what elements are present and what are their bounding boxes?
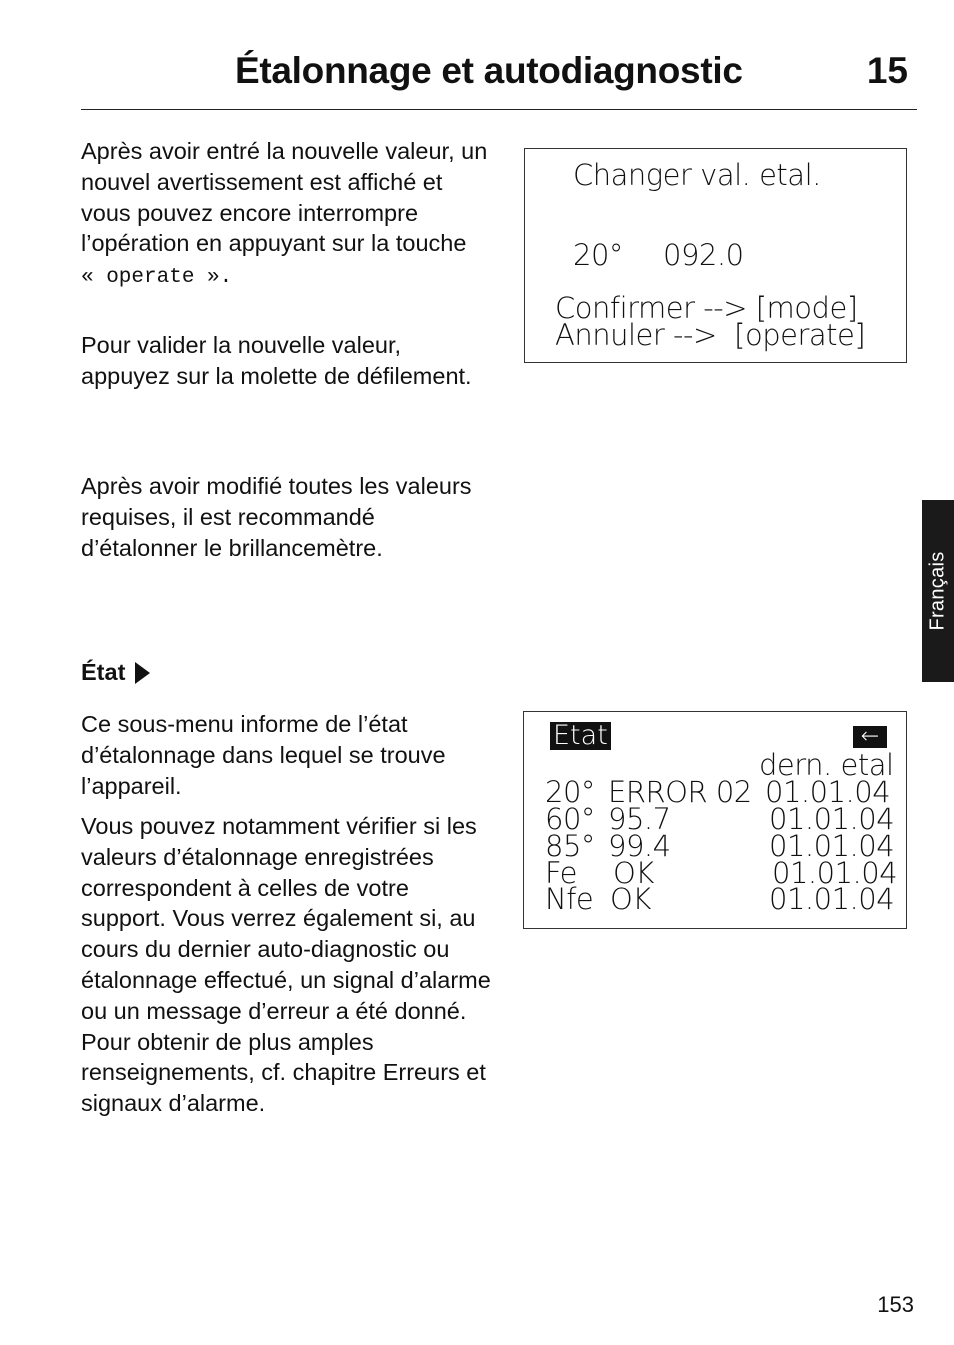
- paragraph-text: Après avoir entré la nouvelle valeur, un nouvel avertissement est affiché et vous pouvez encore interrompre l’opération en appuyant sur la touche: [81, 138, 488, 257]
- operate-key-label: « operate ».: [81, 266, 233, 290]
- language-tab: [922, 500, 954, 682]
- paragraph-new-value-warning: [81, 136, 491, 294]
- back-arrow-icon: ←: [853, 726, 887, 748]
- lcd-row-date: 01.01.04: [772, 856, 898, 890]
- lcd-display-change-value: [524, 148, 907, 363]
- lcd-row-label: 60°: [545, 802, 595, 836]
- lcd-display-status: [523, 711, 907, 929]
- lcd-row-label: Nfe: [545, 882, 594, 916]
- chapter-number: 15: [866, 50, 908, 91]
- title-divider: [81, 109, 917, 110]
- lcd-angle: 20°: [573, 238, 623, 272]
- lcd-title: Changer val. etal.: [573, 158, 821, 192]
- section-heading-etat: [81, 659, 150, 686]
- lcd-row-label: 85°: [545, 829, 595, 863]
- lcd-row-date: 01.01.04: [769, 802, 895, 836]
- lcd-row-value: ERROR 02: [608, 775, 752, 809]
- lcd-row-label: 20°: [545, 775, 595, 809]
- page-title: Étalonnage et autodiagnostic: [235, 50, 743, 91]
- language-tab-label: Français: [926, 551, 949, 631]
- lcd-value: 092.0: [663, 238, 744, 272]
- paragraph-submenu-info: Ce sous-menu informe de l’état d’étalonnage dans lequel se trouve l’appareil.: [81, 711, 446, 799]
- paragraph-calibrate-recommendation: Après avoir modifié toutes les valeurs requises, il est recommandé d’étalonner le brillancemètre.: [81, 473, 472, 561]
- lcd-row-date: 01.01.04: [765, 775, 891, 809]
- lcd-confirm-line: Confirmer --> [mode]: [555, 291, 858, 325]
- lcd-row-date: 01.01.04: [769, 829, 895, 863]
- lcd-row-label: Fe: [545, 856, 577, 890]
- lcd-row-date: 01.01.04: [769, 882, 895, 916]
- right-triangle-icon: [135, 662, 150, 684]
- section-heading-label: État: [81, 659, 126, 685]
- lcd-row-value: 95.7: [608, 802, 671, 836]
- paragraph-validate: Pour valider la nouvelle valeur, appuyez sur la molette de défilement.: [81, 332, 472, 389]
- lcd-row-value: OK: [613, 856, 654, 890]
- lcd-row-value: 99.4: [608, 829, 671, 863]
- lcd-column-header: dern. etal: [759, 748, 894, 782]
- lcd-status-tag: Etat: [550, 722, 611, 750]
- paragraph-check-values: Vous pouvez notamment vérifier si les valeurs d’étalonnage enregistrées correspondent à celles de votre support. Vous verrez également si, au cours du dernier auto-diagnostic ou étalonnage effectué, un signal d’alarme ou un message d’erreur a été donné. Pour obtenir de plus amples renseignements, cf. chapitre Erreurs et signaux d’alarme.: [81, 813, 491, 1117]
- lcd-row-value: OK: [610, 882, 651, 916]
- lcd-cancel-line: Annuler --> [operate]: [555, 318, 866, 352]
- page-number: 153: [877, 1292, 914, 1317]
